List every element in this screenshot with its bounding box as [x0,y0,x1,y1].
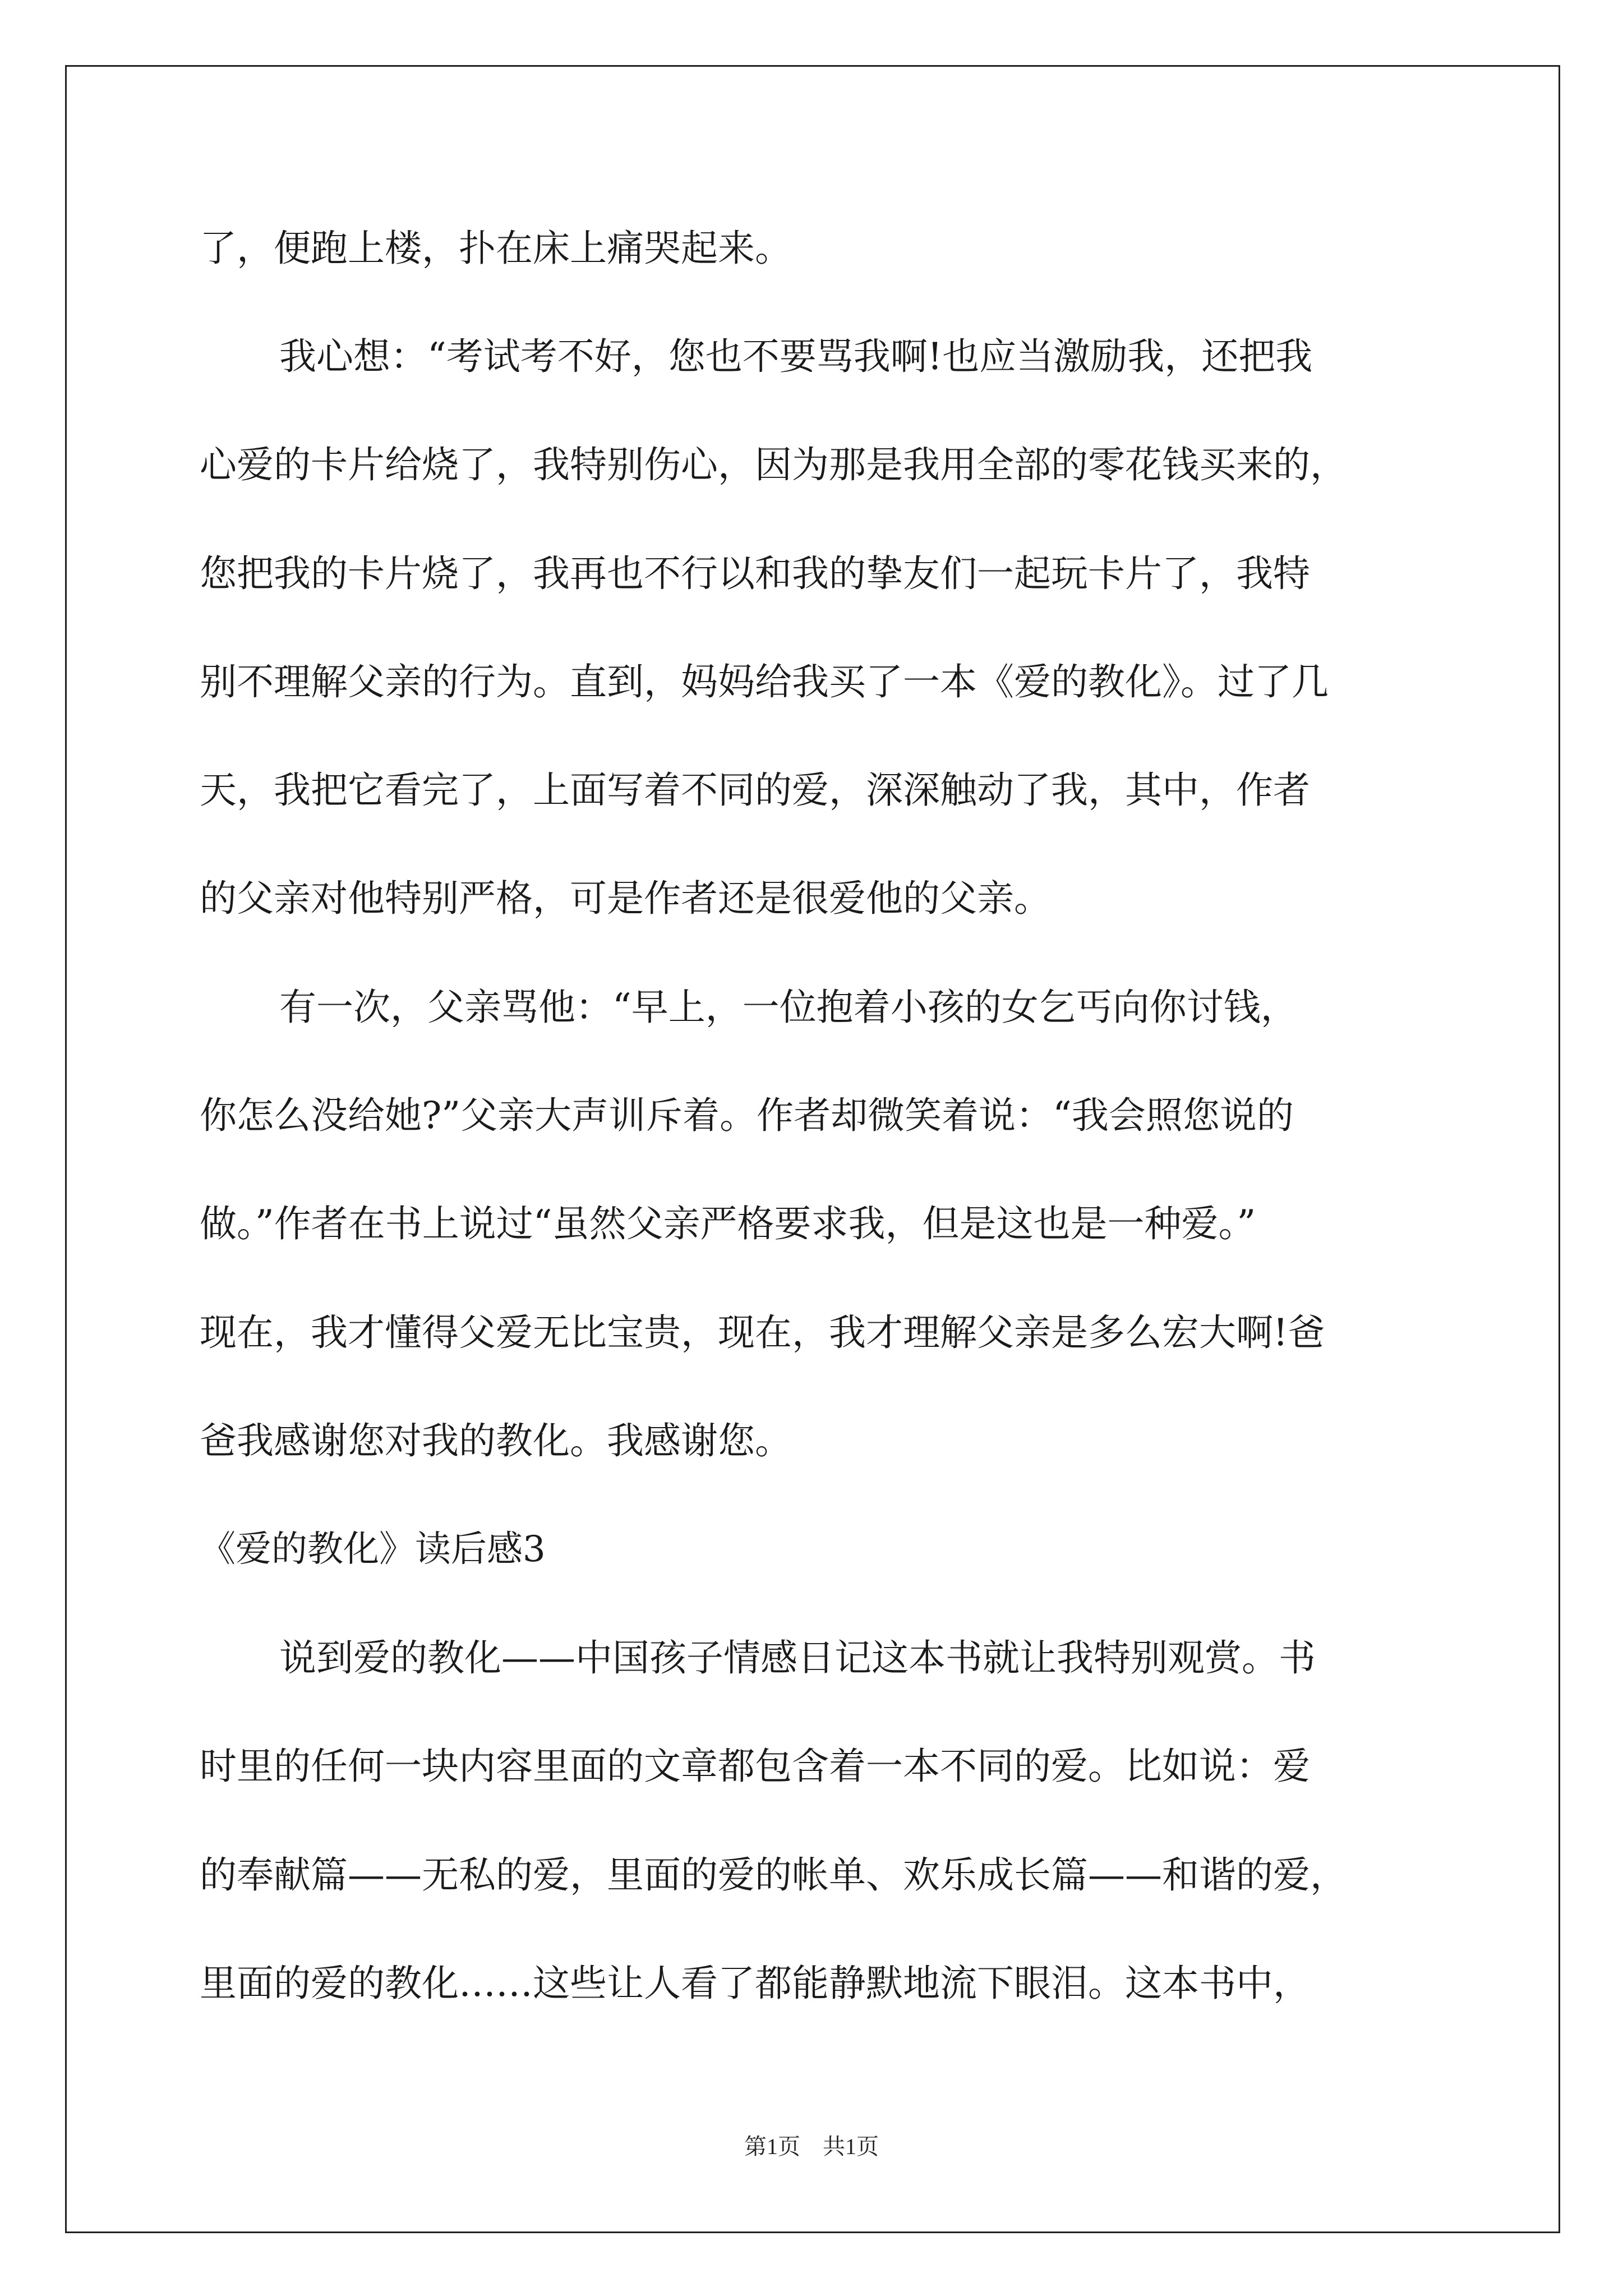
text-line: 别不理解父亲的行为。直到，妈妈给我买了一本《爱的教化》。过了几 [200,660,1329,703]
text-line: 现在，我才懂得父爱无比宝贵，现在，我才理解父亲是多么宏大啊!爸 [200,1311,1325,1354]
text-line: 的奉献篇——无私的爱，里面的爱的帐单、欢乐成长篇——和谐的爱， [200,1853,1347,1897]
text-line: 时里的任何一块内容里面的文章都包含着一本不同的爱。比如说：爱 [200,1745,1310,1788]
page-border [65,65,1560,2233]
paragraph-start-line: 说到爱的教化——中国孩子情感日记这本书就让我特别观赏。书 [279,1636,1316,1680]
text-line: 心爱的卡片给烧了，我特别伤心，因为那是我用全部的零花钱买来的， [200,443,1347,486]
text-line: 你怎么没给她?”父亲大声训斥着。作者却微笑着说：“我会照您说的 [200,1094,1294,1137]
text-line: 做。”作者在书上说过“虽然父亲严格要求我，但是这也是一种爱。” [200,1202,1256,1245]
text-line: 天，我把它看完了，上面写着不同的爱，深深触动了我，其中，作者 [200,769,1310,812]
text-line: 您把我的卡片烧了，我再也不行以和我的挚友们一起玩卡片了，我特 [200,552,1310,595]
section-heading: 《爱的教化》读后感3 [200,1529,546,1570]
text-line: 爸我感谢您对我的教化。我感谢您。 [200,1419,792,1462]
text-line: 了，便跑上楼，扑在床上痛哭起来。 [200,227,792,270]
page-number-footer: 第1页 共1页 [744,2134,879,2159]
paragraph-start-line: 我心想：“考试考不好，您也不要骂我啊!也应当激励我，还把我 [279,335,1313,378]
paragraph-start-line: 有一次，父亲骂他：“早上，一位抱着小孩的女乞丐向你讨钱， [279,986,1298,1029]
text-line: 的父亲对他特别严格，可是作者还是很爱他的父亲。 [200,877,1051,920]
text-line: 里面的爱的教化……这些让人看了都能静默地流下眼泪。这本书中， [200,1962,1310,2005]
